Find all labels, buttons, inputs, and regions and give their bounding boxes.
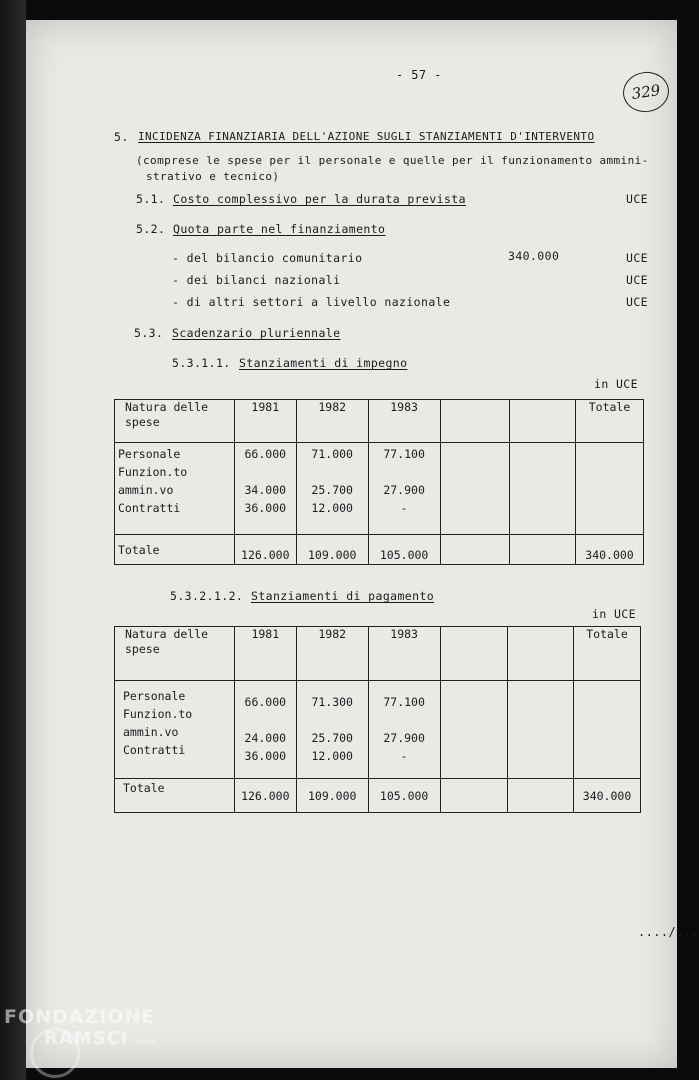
header-nature: Natura delle spese [115,400,235,443]
table-body-row [115,681,641,779]
row-label: Funzion.to [123,707,193,721]
section-5-1-title: Costo complessivo per la durata prevista [173,192,466,206]
row-label: ammin.vo [123,725,179,739]
value-cell: 12.000 [311,501,353,515]
row-label: Contratti [118,501,181,515]
total-1983: 105.000 [368,779,440,813]
section-5-1-unit: UCE [626,192,648,206]
value-cell: 36.000 [244,749,287,763]
empty-cell [508,681,574,779]
continuation-mark: ..../... [638,925,699,939]
value-cell: 77.100 [383,695,425,709]
commitment-appropriations-table [114,399,644,565]
table-total-row [115,779,641,813]
header-year-1983: 1983 [368,400,440,443]
section-5-2-number: 5.2. [136,222,166,236]
section-5-2-title: Quota parte nel finanziamento [173,222,386,236]
row-label: Personale [118,447,181,461]
value-cell: 71.300 [311,695,353,709]
header-empty [508,627,574,681]
empty-cell [510,443,576,535]
value-cell: - [400,749,408,763]
table-header-row [115,627,641,681]
funding-item-label: - del bilancio comunitario [172,251,363,265]
section-5-title: INCIDENZA FINANZIARIA DELL'AZIONE SUGLI STANZIAMENTI D'INTERVENTO [138,130,595,143]
table-body-row [115,443,644,535]
watermark-line3: onlus [135,1038,155,1046]
watermark [4,1006,155,1053]
expense-labels-cell [115,443,235,535]
total-1982: 109.000 [296,779,368,813]
header-empty [510,400,576,443]
funding-item-unit: UCE [626,251,648,265]
header-empty [440,400,510,443]
header-year-1983: 1983 [368,627,440,681]
section-5-3-number: 5.3. [134,326,164,340]
value-cell: 71.000 [311,447,353,461]
table1-caption-number: 5.3.1.1. [172,356,231,370]
header-total: Totale [574,627,641,681]
row-label: Personale [123,689,186,703]
empty-cell [510,535,576,565]
total-1981: 126.000 [234,779,296,813]
section-5-note-line1: (comprese le spese per il personale e quelle per il funzionamento ammini- [136,154,649,167]
header-year-1981: 1981 [234,400,296,443]
payment-appropriations-table [114,626,641,813]
table2-caption: Stanziamenti di pagamento [251,589,435,603]
watermark-line1: FONDAZIONE [4,1006,156,1028]
year-1982-values [296,443,368,535]
total-1981: 126.000 [234,535,296,565]
value-cell: 66.000 [244,447,287,461]
value-cell: 77.100 [383,447,425,461]
header-year-1982: 1982 [296,400,368,443]
total-1983: 105.000 [368,535,440,565]
value-cell: 12.000 [311,749,353,763]
value-cell: 36.000 [244,501,287,515]
empty-cell [574,681,641,779]
row-label: Funzion.to [118,465,188,479]
empty-cell [440,779,508,813]
funding-item-value: 340.000 [508,249,560,263]
empty-cell [576,443,644,535]
header-nature: Natura delle spese [115,627,235,681]
value-cell: - [400,501,408,515]
section-5-number: 5. [114,130,129,144]
section-5-note-line2: strativo e tecnico) [146,170,280,183]
year-1982-values [296,681,368,779]
empty-cell [440,443,510,535]
row-label: ammin.vo [118,483,174,497]
table2-caption-number: 5.3.2.1.2. [170,589,244,603]
empty-cell [440,681,508,779]
empty-cell [440,535,510,565]
value-cell: 24.000 [244,731,287,745]
total-1982: 109.000 [296,535,368,565]
page-number: - 57 - [396,68,442,82]
funding-item-unit: UCE [626,295,648,309]
header-empty [440,627,508,681]
scan-edge [0,0,26,1080]
value-cell: 66.000 [244,695,287,709]
header-year-1982: 1982 [296,627,368,681]
year-1983-values [368,681,440,779]
total-label: Totale [115,535,235,565]
value-cell: 27.900 [383,731,425,745]
table2-unit: in UCE [592,607,636,621]
empty-cell [508,779,574,813]
header-total: Totale [576,400,644,443]
table1-caption: Stanziamenti di impegno [239,356,408,370]
section-5-1-number: 5.1. [136,192,166,206]
value-cell: 34.000 [244,483,287,497]
year-1981-values [234,443,296,535]
table1-unit: in UCE [594,377,638,391]
grand-total: 340.000 [576,535,644,565]
section-5-3-title: Scadenzario pluriennale [172,326,341,340]
funding-item-label: - dei bilanci nazionali [172,273,341,287]
expense-labels-cell [115,681,235,779]
funding-item-label: - di altri settori a livello nazionale [172,295,451,309]
archive-stamp: 329 [620,69,671,115]
funding-item-unit: UCE [626,273,648,287]
header-year-1981: 1981 [234,627,296,681]
document-page [26,20,699,1068]
table-total-row [115,535,644,565]
year-1981-values [234,681,296,779]
table-header-row [115,400,644,443]
value-cell: 27.900 [383,483,425,497]
total-label: Totale [115,779,235,813]
row-label: Contratti [123,743,186,757]
value-cell: 25.700 [311,483,353,497]
grand-total: 340.000 [574,779,641,813]
value-cell: 25.700 [311,731,353,745]
watermark-line2: RAMSCI [44,1028,129,1049]
year-1983-values [368,443,440,535]
